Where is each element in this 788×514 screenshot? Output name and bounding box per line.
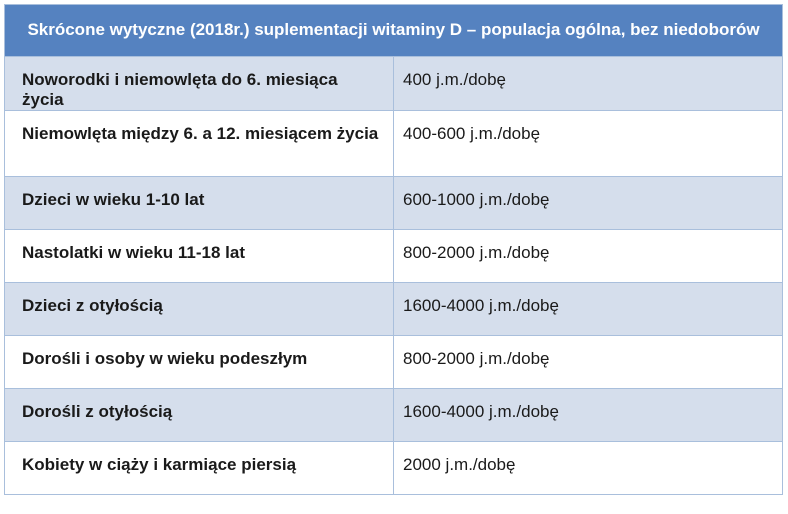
population-group-cell: Noworodki i niemowlęta do 6. miesiąca życia [5, 57, 394, 111]
vitamin-d-guidelines-table-container [4, 4, 783, 495]
population-group-cell: Dzieci w wieku 1-10 lat [5, 177, 394, 230]
dose-cell: 400-600 j.m./dobę [394, 111, 783, 177]
dose-cell: 600-1000 j.m./dobę [394, 177, 783, 230]
population-group-cell: Kobiety w ciąży i karmiące piersią [5, 442, 394, 495]
table-header-row [5, 5, 783, 57]
population-group-cell: Dorośli z otyłością [5, 389, 394, 442]
table-row [5, 230, 783, 283]
population-group-cell: Dzieci z otyłością [5, 283, 394, 336]
dose-cell: 800-2000 j.m./dobę [394, 230, 783, 283]
population-group-cell: Nastolatki w wieku 11-18 lat [5, 230, 394, 283]
population-group-cell: Dorośli i osoby w wieku podeszłym [5, 336, 394, 389]
table-row [5, 111, 783, 177]
dose-cell: 800-2000 j.m./dobę [394, 336, 783, 389]
table-row [5, 389, 783, 442]
table-row [5, 57, 783, 111]
table-title: Skrócone wytyczne (2018r.) suplementacji witaminy D – populacja ogólna, bez niedoborów [5, 5, 783, 57]
dose-cell: 400 j.m./dobę [394, 57, 783, 111]
table-row [5, 442, 783, 495]
population-group-cell: Niemowlęta między 6. a 12. miesiącem życia [5, 111, 394, 177]
dose-cell: 1600-4000 j.m./dobę [394, 283, 783, 336]
table-row [5, 336, 783, 389]
dose-cell: 2000 j.m./dobę [394, 442, 783, 495]
dose-cell: 1600-4000 j.m./dobę [394, 389, 783, 442]
vitamin-d-guidelines-table [4, 4, 783, 495]
table-row [5, 283, 783, 336]
table-row [5, 177, 783, 230]
